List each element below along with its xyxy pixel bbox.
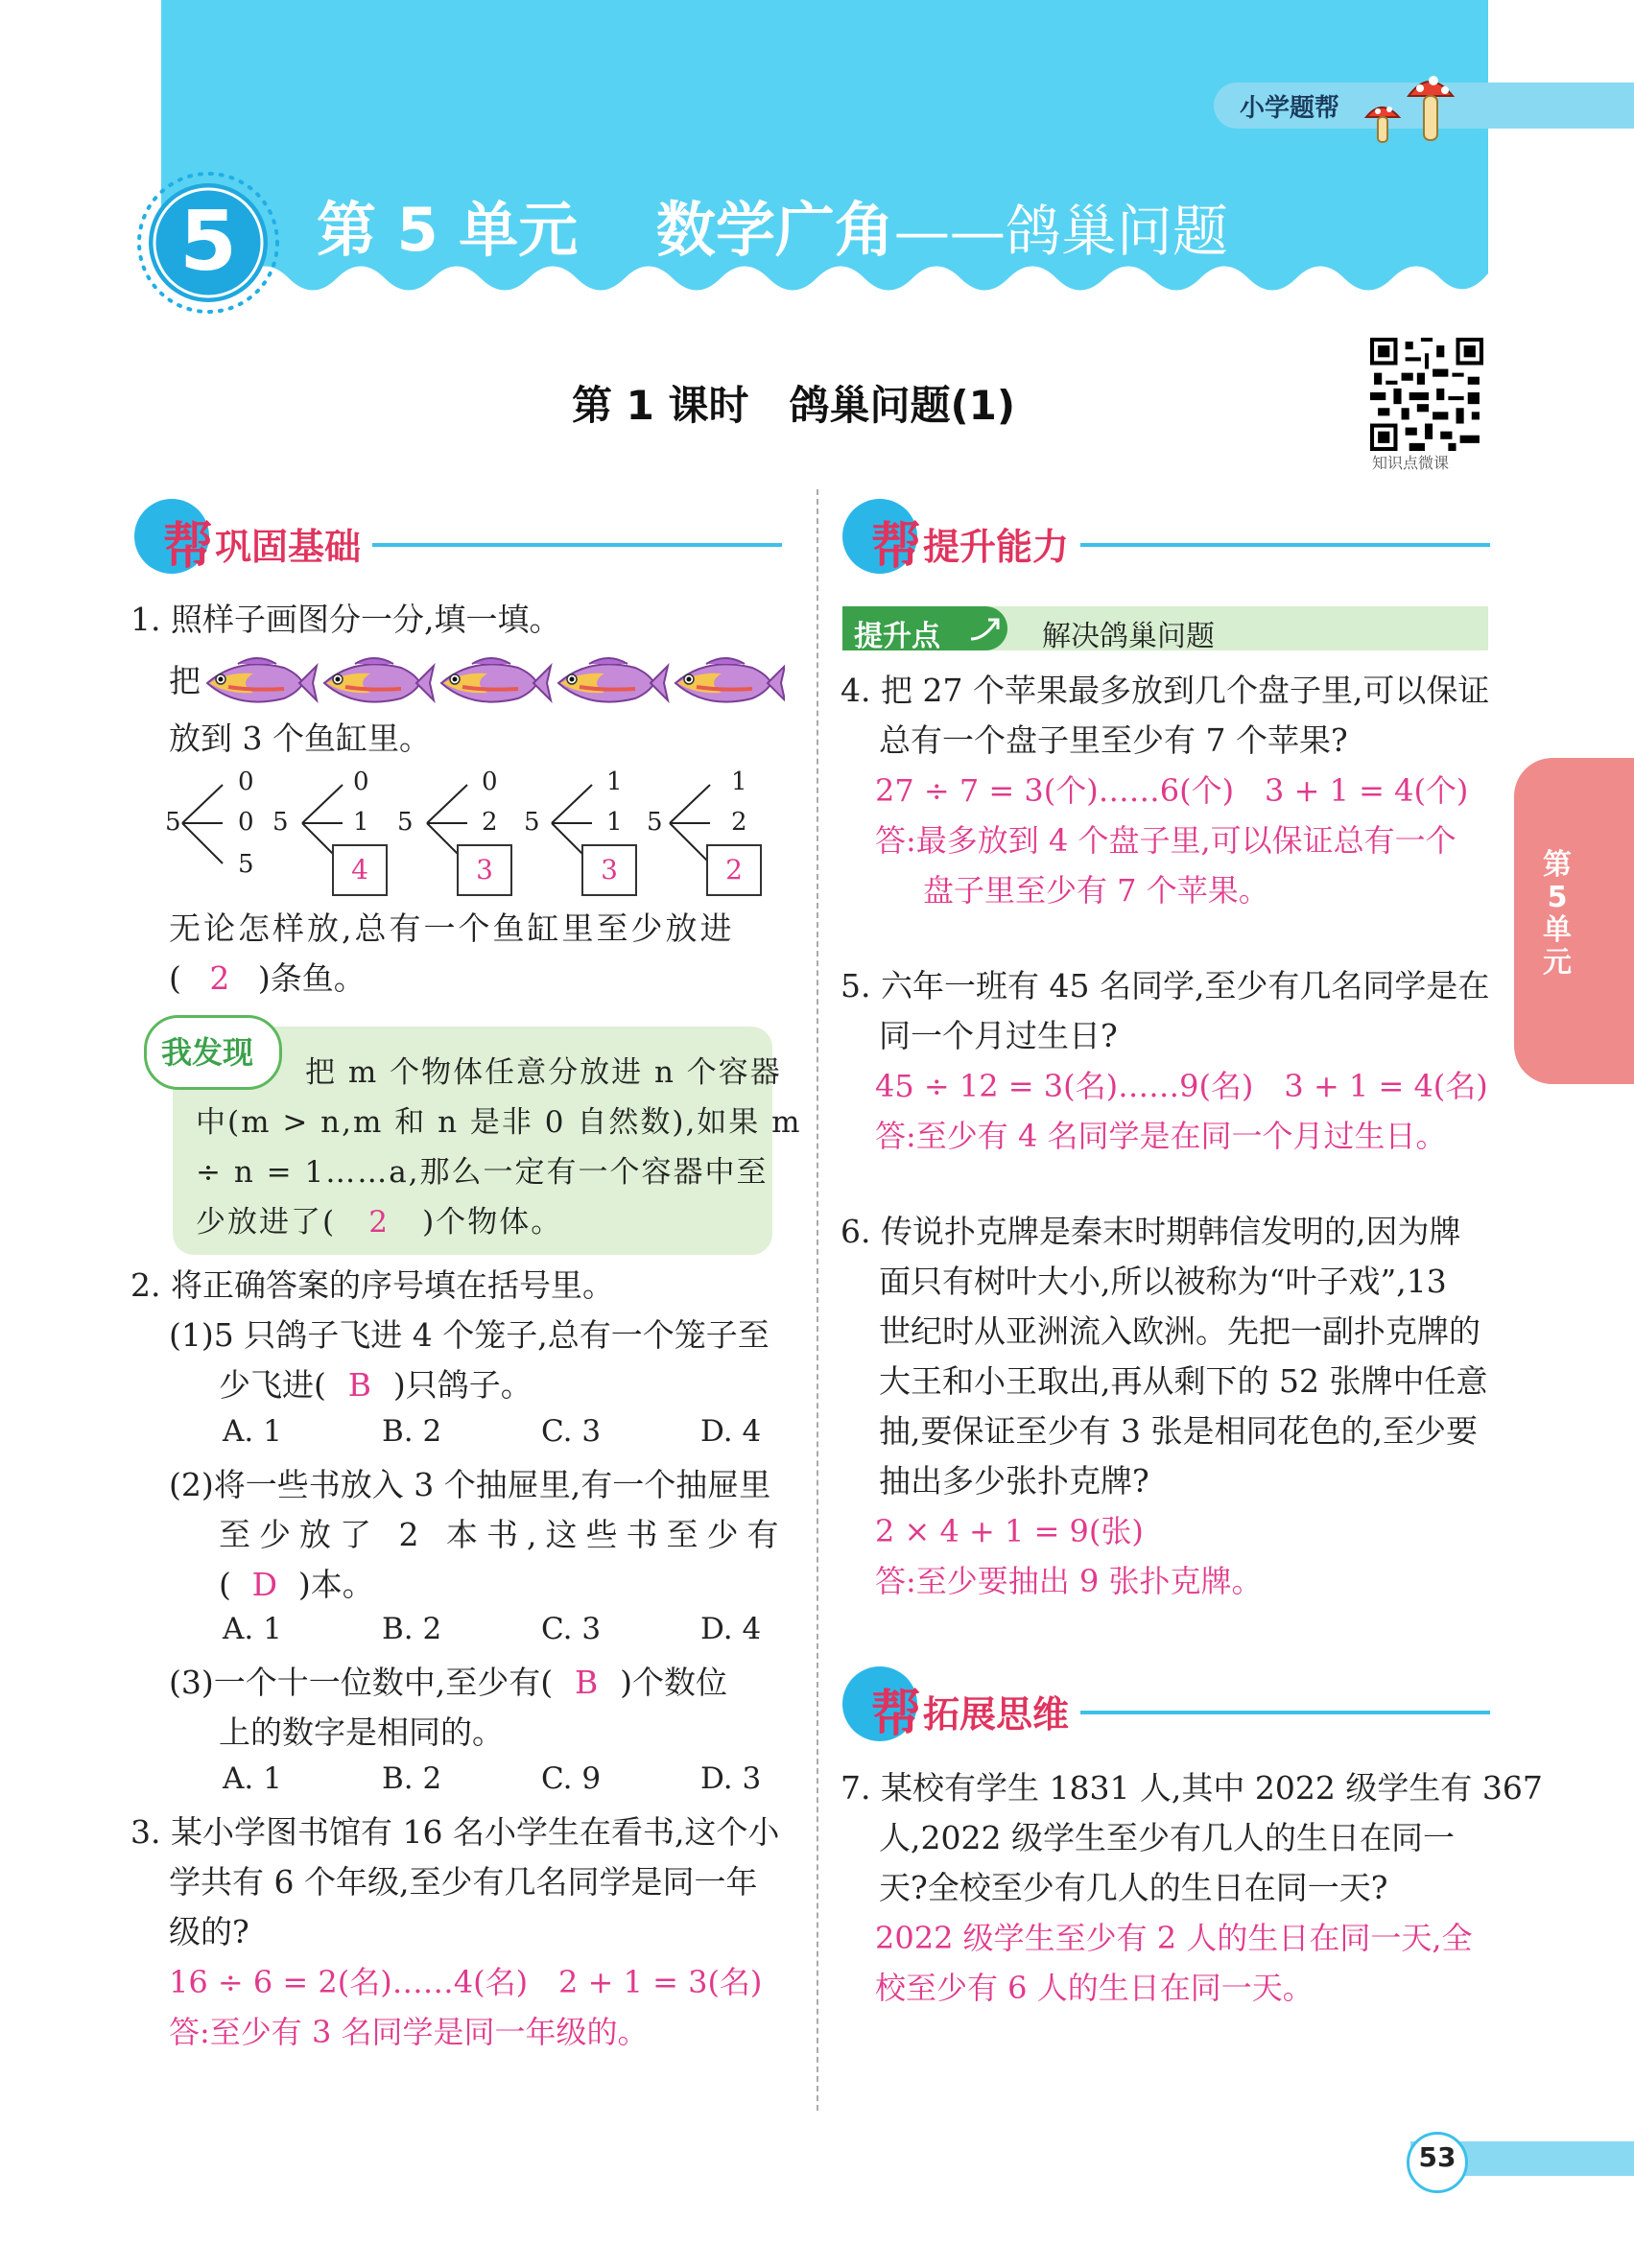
tree-root: 5 [524, 808, 540, 837]
q3-stem1: 3. 某小学图书馆有 16 名小学生在看书,这个小 [130, 1813, 780, 1851]
q2-p3-b: 上的数字是相同的。 [219, 1713, 504, 1751]
q6-stem5: 抽,要保证至少有 3 张是相同花色的,至少要 [879, 1412, 1478, 1450]
option[interactable]: A. 1 [223, 1414, 282, 1449]
q1-put-suffix: 放到 3 个鱼缸里。 [169, 720, 431, 757]
paren-close: )条鱼。 [257, 959, 366, 997]
q3-answer1: 16 ÷ 6 = 2(名)……4(名) 2 + 1 = 3(名) [169, 1964, 763, 2000]
option[interactable]: C. 9 [541, 1761, 602, 1796]
tree-top: 1 [606, 768, 623, 796]
side-tab-line1: 第 [1543, 848, 1572, 882]
q2-p2-c [219, 1560, 374, 1610]
fish-icon [207, 658, 317, 702]
tree-bottom: 5 [238, 850, 254, 879]
q2-p1-a: (1)5 只鸽子飞进 4 个笼子,总有一个笼子至 [169, 1316, 770, 1354]
discovery-line4-a: 少放进了( [196, 1205, 337, 1240]
q2-p2-c1: ( [219, 1566, 231, 1603]
discovery-answer: 2 [368, 1205, 390, 1240]
option[interactable]: A. 1 [223, 1612, 282, 1646]
q3-answer2: 答:至少有 3 名同学是同一年级的。 [169, 2014, 649, 2050]
option[interactable]: D. 3 [700, 1761, 762, 1796]
q7-stem1: 7. 某校有学生 1831 人,其中 2022 级学生有 367 [841, 1769, 1543, 1807]
section-header-improve [842, 494, 1490, 580]
q4-stem1: 4. 把 27 个苹果最多放到几个盘子里,可以保证 [841, 672, 1490, 709]
unit-subtopic: ——鸽巢问题 [893, 199, 1228, 264]
q2-p1-b1: 少飞进( [219, 1366, 326, 1404]
q5-stem1: 5. 六年一班有 45 名同学,至少有几名同学是在 [841, 967, 1490, 1004]
option[interactable]: C. 3 [541, 1612, 602, 1646]
qr-code[interactable] [1370, 338, 1483, 451]
option[interactable]: D. 4 [700, 1612, 762, 1646]
tree-top: 0 [353, 768, 369, 796]
unit-label: 第 5 单元 [317, 195, 579, 265]
q6-stem3: 世纪时从亚洲流入欧洲。先把一副扑克牌的 [879, 1312, 1480, 1350]
column-divider [817, 489, 818, 2111]
section-line [1080, 543, 1490, 547]
answer-box: 4 [332, 844, 388, 896]
arrow-icon [967, 614, 1006, 645]
q6-stem4: 大王和小王取出,再从剩下的 52 张牌中任意 [879, 1362, 1488, 1400]
q2-p2-answer: D [251, 1566, 278, 1603]
q1-stem: 1. 照样子画图分一分,填一填。 [130, 601, 561, 638]
discovery-line4-b: )个物体。 [422, 1205, 563, 1240]
q2-p3-a2: )个数位 [620, 1664, 727, 1701]
q2-p3-answer: B [574, 1664, 599, 1701]
option[interactable]: B. 2 [382, 1414, 442, 1449]
q6-stem6: 抽出多少张扑克牌? [879, 1462, 1149, 1500]
answer-box: 2 [706, 844, 762, 896]
option[interactable]: D. 4 [700, 1414, 762, 1449]
q2-stem: 2. 将正确答案的序号填在括号里。 [130, 1266, 614, 1304]
side-tab-text [1514, 849, 1600, 980]
unit-number: 5 [179, 194, 237, 290]
section-header-basic [134, 494, 782, 580]
tree-mid: 2 [731, 808, 747, 837]
side-tab-line4: 元 [1543, 946, 1572, 980]
q2-p2-b: 至少放了 2 本书,这些书至少有 [219, 1516, 788, 1553]
q2-p3-a [169, 1658, 727, 1708]
tree-top: 1 [731, 768, 747, 796]
q1-answer: 2 [209, 959, 230, 997]
tree-top: 0 [482, 768, 498, 796]
side-tab-line2: 5 [1547, 881, 1568, 914]
fish-icon [441, 658, 551, 702]
side-tab-line3: 单 [1543, 913, 1572, 947]
tree-top: 0 [238, 768, 254, 796]
answer-box: 3 [581, 844, 637, 896]
section-badge-text: 帮 [871, 518, 922, 576]
lesson-title: 第 1 课时 鸽巢问题(1) [572, 382, 1016, 429]
q5-answer2: 答:至少有 4 名同学是在同一个月过生日。 [875, 1118, 1447, 1154]
q2-p1-b2: )只鸽子。 [392, 1366, 533, 1404]
tree-mid: 1 [353, 808, 369, 837]
discovery-line4 [196, 1197, 562, 1247]
option[interactable]: C. 3 [541, 1414, 602, 1449]
q1-put-prefix: 把 [169, 662, 201, 699]
brand-label: 小学题帮 [1240, 94, 1340, 123]
section-title: 提升能力 [923, 526, 1070, 568]
discovery-line3: ÷ n = 1……a,那么一定有一个容器中至 [196, 1155, 769, 1190]
tree-mid: 0 [238, 808, 254, 837]
point-tag-text: 提升点 [854, 620, 940, 653]
q1-conclusion-b [169, 954, 366, 1004]
q1-conclusion-a: 无论怎样放,总有一个鱼缸里至少放进 [169, 910, 735, 947]
section-badge-text: 帮 [163, 518, 214, 576]
unit-topic: 数学广角 [655, 195, 894, 265]
q7-stem2: 人,2022 级学生至少有几人的生日在同一 [879, 1819, 1455, 1856]
paren-open: ( [169, 959, 181, 997]
fish-row [200, 645, 785, 721]
tree-root: 5 [647, 808, 663, 837]
page-number: 53 [1418, 2141, 1456, 2173]
section-header-expand [842, 1662, 1490, 1748]
tree-mid: 1 [606, 808, 623, 837]
fish-icon [558, 658, 668, 702]
q2-p1-b [219, 1360, 533, 1410]
option[interactable]: B. 2 [382, 1761, 442, 1796]
fish-icon [324, 658, 434, 702]
tree-root: 5 [165, 808, 181, 837]
point-text: 解决鸽巢问题 [1042, 620, 1215, 653]
q7-stem3: 天?全校至少有几人的生日在同一天? [879, 1869, 1388, 1906]
q6-answer1: 2 × 4 + 1 = 9(张) [875, 1513, 1144, 1549]
q2-p3-a1: (3)一个十一位数中,至少有( [169, 1664, 554, 1701]
answer-box: 3 [457, 844, 512, 896]
qr-caption: 知识点微课 [1372, 454, 1450, 472]
q2-p2-c2: )本。 [297, 1566, 374, 1603]
q6-answer2: 答:至少要抽出 9 张扑克牌。 [875, 1563, 1263, 1599]
q2-p1-answer: B [347, 1366, 371, 1404]
discovery-tag-text: 我发现 [161, 1034, 254, 1071]
discovery-line1: 把 m 个物体任意分放进 n 个容器 [305, 1055, 782, 1090]
q4-answer1: 27 ÷ 7 = 3(个)……6(个) 3 + 1 = 4(个) [875, 772, 1469, 809]
q4-stem2: 总有一个盘子里至少有 7 个苹果? [879, 721, 1348, 759]
option[interactable]: A. 1 [223, 1761, 282, 1796]
option[interactable]: B. 2 [382, 1612, 442, 1646]
q7-answer2: 校至少有 6 人的生日在同一天。 [875, 1970, 1314, 2006]
tree-root: 5 [272, 808, 289, 837]
section-title: 巩固基础 [215, 526, 362, 568]
q6-stem1: 6. 传说扑克牌是秦末时期韩信发明的,因为牌 [841, 1213, 1461, 1250]
q4-answer3: 盘子里至少有 7 个苹果。 [923, 872, 1269, 909]
q3-stem3: 级的? [169, 1913, 249, 1950]
section-line [1080, 1711, 1490, 1714]
section-badge-text: 帮 [871, 1686, 922, 1743]
q5-stem2: 同一个月过生日? [879, 1017, 1118, 1054]
q6-stem2: 面只有树叶大小,所以被称为“叶子戏”,13 [879, 1263, 1447, 1300]
q2-p2-a: (2)将一些书放入 3 个抽屉里,有一个抽屉里 [169, 1466, 771, 1503]
discovery-line2: 中(m > n,m 和 n 是非 0 自然数),如果 m [196, 1105, 802, 1140]
mushroom-icon [1353, 58, 1468, 154]
tree-root: 5 [397, 808, 414, 837]
q3-stem2: 学共有 6 个年级,至少有几名同学是同一年 [169, 1863, 758, 1901]
tree-mid: 2 [482, 808, 498, 837]
fish-icon [675, 658, 785, 702]
section-title: 拓展思维 [923, 1693, 1070, 1736]
distribution-trees [161, 768, 775, 902]
section-line [372, 543, 782, 547]
unit-number-badge [136, 171, 280, 315]
q5-answer1: 45 ÷ 12 = 3(名)……9(名) 3 + 1 = 4(名) [875, 1068, 1488, 1104]
unit-title [317, 182, 1228, 269]
q7-answer1: 2022 级学生至少有 2 人的生日在同一天,全 [875, 1920, 1473, 1956]
q4-answer2: 答:最多放到 4 个盘子里,可以保证总有一个 [875, 822, 1456, 859]
